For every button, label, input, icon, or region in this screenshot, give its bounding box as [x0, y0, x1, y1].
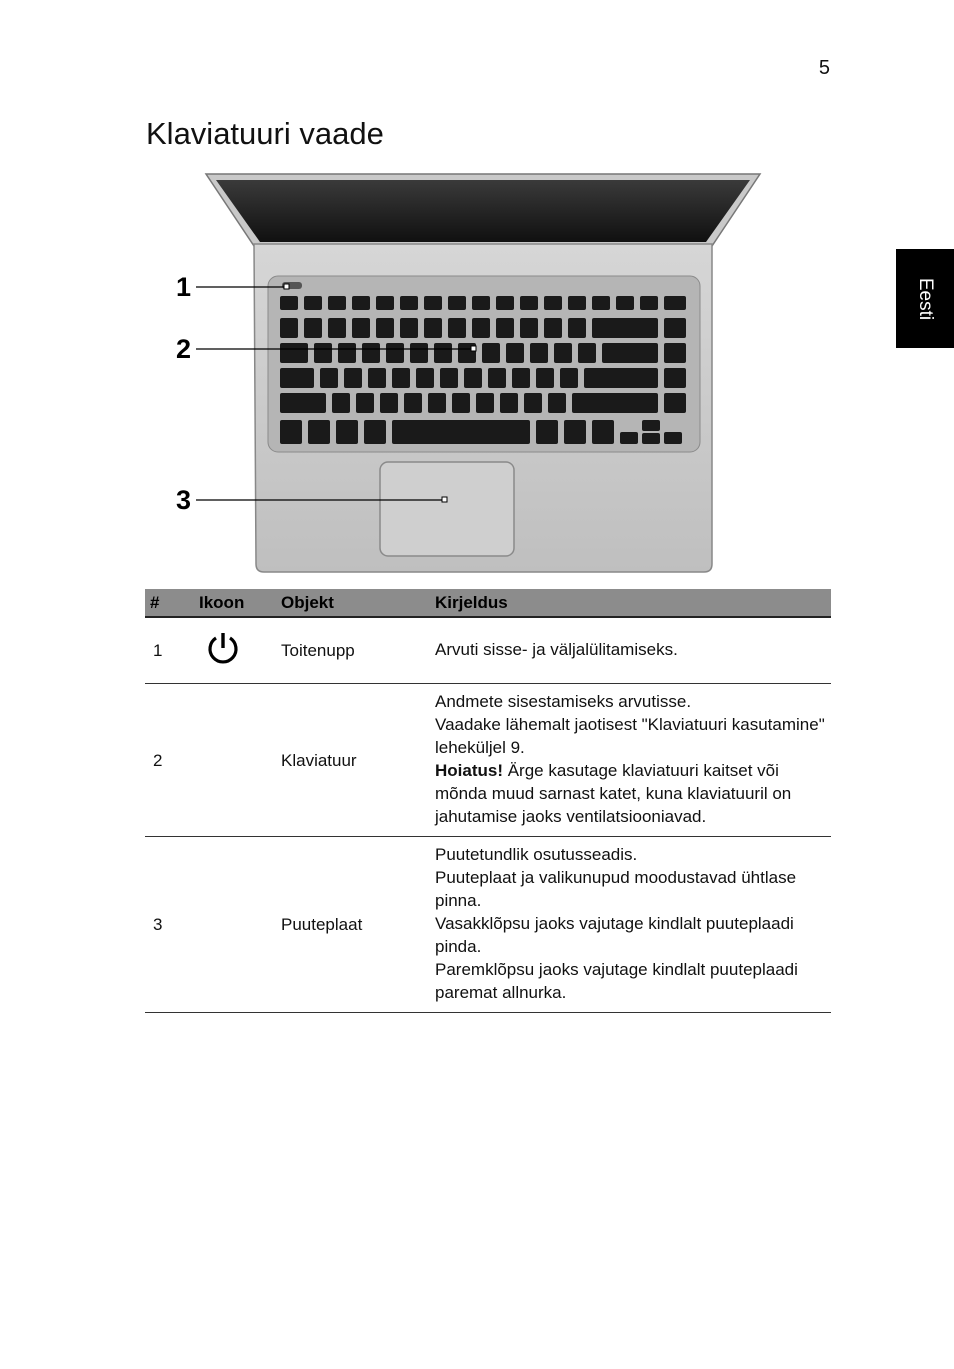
power-icon [205, 630, 241, 666]
warning-label: Hoiatus! [435, 761, 503, 780]
row-object: Klaviatuur [281, 684, 435, 837]
svg-text:1: 1 [176, 272, 192, 302]
laptop-screen [206, 174, 760, 246]
row-icon-cell [199, 837, 281, 1013]
description-line: Puutetundlik osutusseadis. [435, 845, 638, 864]
row-description [435, 684, 831, 837]
row-number: 3 [145, 837, 199, 1013]
table-header-row [145, 589, 831, 617]
header-object: Objekt [281, 589, 435, 617]
row-number: 2 [145, 684, 199, 837]
row-description [435, 837, 831, 1013]
description-line: Vasakklõpsu jaoks vajutage kindlalt puuteplaadi pinda. [435, 914, 794, 956]
warning-paragraph [435, 759, 831, 828]
language-side-tab [896, 249, 954, 348]
row-description [435, 617, 831, 684]
header-description: Kirjeldus [435, 589, 831, 617]
description-line: Andmete sisestamiseks arvutisse. [435, 692, 692, 711]
laptop-keyboard-figure [160, 168, 780, 580]
row-icon-cell [199, 684, 281, 837]
touchpad-shape [380, 462, 514, 556]
page-title: Klaviatuuri vaade [146, 116, 384, 151]
row-number: 1 [145, 617, 199, 684]
header-icon: Ikoon [199, 589, 281, 617]
language-side-tab-label: Eesti [915, 277, 936, 320]
table-row [145, 617, 831, 684]
description-line: Paremklõpsu jaoks vajutage kindlalt puuteplaadi paremat allnurka. [435, 960, 798, 1002]
table-row [145, 684, 831, 837]
description-line: Vaadake lähemalt jaotisest "Klaviatuuri kasutamine" leheküljel 9. [435, 715, 825, 757]
description-line: Puuteplaat ja valikunupud moodustavad ühtlase pinna. [435, 868, 797, 910]
warning-text: Ärge kasutage klaviatuuri kaitset või mõnda muud sarnast katet, kuna klaviatuuril on jahutamise jaoks ventilatsiooniavad. [435, 761, 792, 826]
components-table [145, 589, 831, 1013]
description-line: Arvuti sisse- ja väljalülitamiseks. [435, 640, 678, 659]
table-row [145, 837, 831, 1013]
row-object: Toitenupp [281, 617, 435, 684]
page-number: 5 [818, 57, 830, 79]
svg-text:3: 3 [176, 485, 192, 515]
svg-text:2: 2 [176, 334, 192, 364]
row-icon-cell [199, 617, 281, 684]
row-object: Puuteplaat [281, 837, 435, 1013]
header-number: # [145, 589, 199, 617]
